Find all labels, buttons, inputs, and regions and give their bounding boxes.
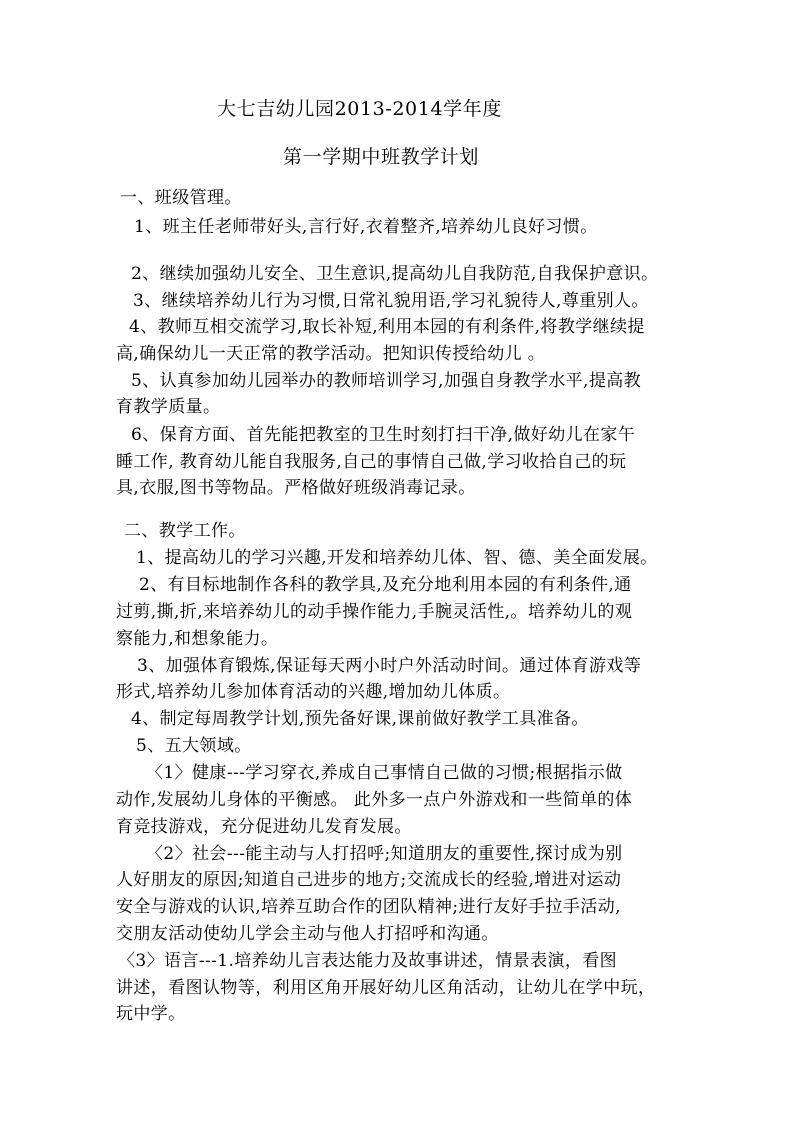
paragraph-line: 1、班主任老师带好头,言行好,衣着整齐,培养幼儿良好习惯。 — [134, 217, 598, 237]
paragraph-line: 〈3〉语言---1.培养幼儿言表达能力及故事讲述，情景表演，看图 — [118, 951, 618, 971]
paragraph-line: 3、继续培养幼儿行为习惯,日常礼貌用语,学习礼貌待人,尊重别人。 — [133, 291, 649, 311]
paragraph-line: 玩中学。 — [116, 1004, 186, 1024]
document-subtitle: 第一学期中班教学计划 — [283, 146, 480, 168]
paragraph-line: 动作,发展幼儿身体的平衡感。 此外多一点户外游戏和一些简单的体 — [116, 790, 633, 810]
paragraph-line: 过剪,撕,折,来培养幼儿的动手操作能力,手腕灵活性,。培养幼儿的观 — [116, 602, 633, 622]
section-heading: 一、班级管理。 — [120, 188, 242, 208]
paragraph-line: 2、有目标地制作各科的教学具,及充分地利用本园的有利条件,通 — [139, 575, 632, 595]
section-heading: 二、教学工作。 — [124, 521, 246, 541]
paragraph-line: 睡工作, 教育幼儿能自我服务,自己的事情自己做,学习收拾自己的玩 — [116, 452, 627, 472]
paragraph-line: 育教学质量。 — [116, 397, 221, 417]
paragraph-line: 3、加强体育锻炼,保证每天两小时户外活动时间。通过体育游戏等 — [137, 656, 642, 676]
paragraph-line: 形式,培养幼儿参加体育活动的兴趣,增加幼儿体质。 — [116, 682, 511, 702]
paragraph-line: 4、教师互相交流学习,取长补短,利用本园的有利条件,将教学继续提 — [129, 317, 645, 337]
paragraph-line: 〈1〉健康---学习穿衣,养成自己事情自己做的习惯;根据指示做 — [146, 763, 623, 783]
paragraph-line: 5、五大领域。 — [136, 736, 252, 756]
paragraph-line: 1、提高幼儿的学习兴趣,开发和培养幼儿体、智、德、美全面发展。 — [136, 548, 658, 568]
paragraph-line: 人好朋友的原因;知道自己进步的地方;交流成长的经验,增进对运动 — [116, 870, 622, 890]
document-title: 大七吉幼儿园2013-2014学年度 — [217, 98, 502, 120]
paragraph-line: 交朋友活动使幼儿学会主动与他人打招呼和沟通。 — [116, 924, 499, 944]
paragraph-line: 6、保育方面、首先能把教室的卫生时刻打扫干净,做好幼儿在家午 — [131, 425, 636, 445]
paragraph-line: 4、制定每周教学计划,预先备好课,课前做好教学工具准备。 — [131, 709, 589, 729]
paragraph-line: 具,衣服,图书等物品。严格做好班级消毒记录。 — [116, 478, 476, 498]
paragraph-line: 育竞技游戏，充分促进幼儿发育发展。 — [116, 817, 412, 837]
paragraph-line: 2、继续加强幼儿安全、卫生意识,提高幼儿自我防范,自我保护意识。 — [131, 264, 659, 284]
paragraph-line: 高,确保幼儿一天正常的教学活动。把知识传授给幼儿 。 — [116, 344, 546, 364]
paragraph-line: 5、认真参加幼儿园举办的教师培训学习,加强自身教学水平,提高教 — [131, 371, 642, 391]
paragraph-line: 察能力,和想象能力。 — [116, 629, 279, 649]
paragraph-line: 〈2〉社会---能主动与人打招呼;知道朋友的重要性,探讨成为别 — [146, 844, 623, 864]
paragraph-line: 安全与游戏的认识,培养互助合作的团队精神;进行友好手拉手活动, — [116, 897, 621, 917]
paragraph-line: 讲述，看图认物等，利用区角开展好幼儿区角活动，让幼儿在学中玩， — [116, 978, 656, 998]
